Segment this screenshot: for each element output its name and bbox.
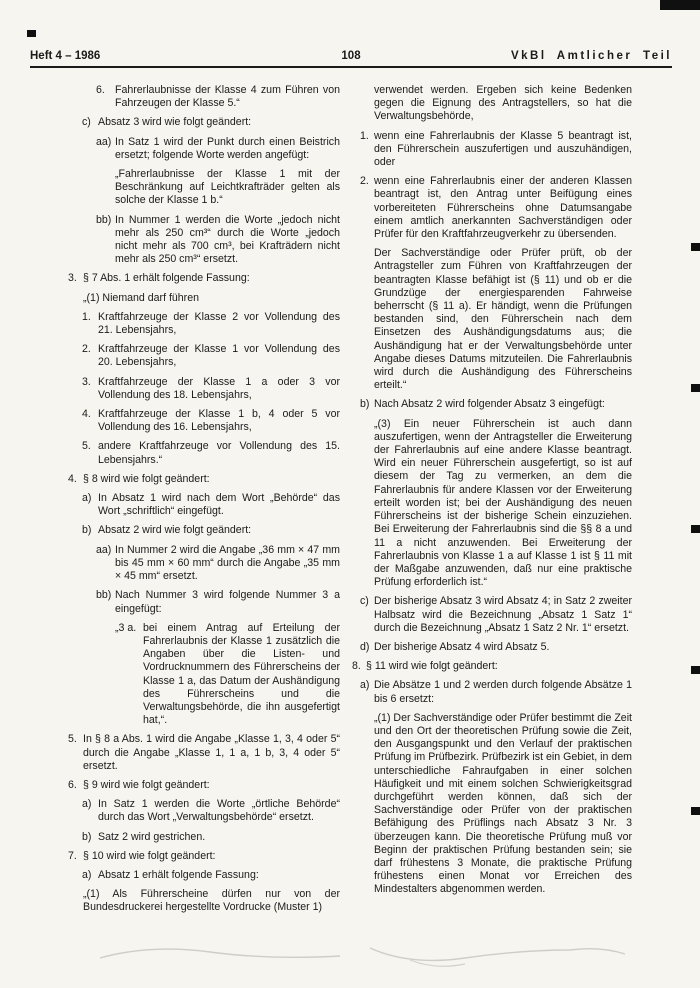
paragraph-text: In Satz 1 wird der Punkt durch einen Beistrich ersetzt; folgende Worte werden angefügt:	[115, 135, 340, 161]
paragraph-marker: 5.	[68, 733, 77, 746]
paragraph-text: Satz 2 wird gestrichen.	[98, 830, 206, 843]
paragraph	[68, 779, 340, 792]
paragraph-text: „(1) Niemand darf führen	[83, 291, 199, 304]
paragraph-text: „(1) Als Führerscheine dürfen nur von der Bundesdruckerei hergestellte Vordrucke (Muster 1)	[83, 888, 340, 914]
paragraph-marker: c)	[82, 116, 91, 129]
header-issue: Heft 4 – 1986	[30, 50, 101, 62]
paragraph	[68, 589, 340, 615]
paragraph	[352, 595, 632, 635]
scan-mark	[660, 0, 700, 10]
paragraph-text: andere Kraftfahrzeuge vor Vollendung des 15. Lebensjahrs.“	[98, 440, 340, 466]
paragraph-marker: b)	[360, 398, 370, 411]
paragraph-marker: 2.	[82, 343, 91, 356]
paragraph-text: Die Absätze 1 und 2 werden durch folgende Absätze 1 bis 6 ersetzt:	[374, 679, 632, 705]
paragraph-marker: 7.	[68, 849, 77, 862]
pencil-mark	[80, 918, 640, 978]
scan-mark	[27, 30, 36, 37]
paragraph-text: Absatz 1 erhält folgende Fassung:	[98, 868, 259, 881]
paragraph	[68, 168, 340, 208]
scan-mark	[691, 666, 700, 674]
paragraph-marker: a)	[82, 798, 92, 811]
paragraph-text: Nach Absatz 2 wird folgender Absatz 3 eingefügt:	[374, 398, 605, 411]
paragraph-marker: 3.	[68, 272, 77, 285]
paragraph-text: bei einem Antrag auf Erteilung der Fahrerlaubnis der Klasse 1 zusätzlich die Angaben über die Listen- und Vordrucknummern des Führerscheins der Klasse 1 a, das Datum der Aushändigung des Führerscheins und die Verwaltungsbehörde, die ihn ausgefertigt hat,“.	[143, 621, 340, 727]
paragraph	[352, 679, 632, 705]
column-right	[352, 84, 632, 921]
paragraph-text: verwendet werden. Ergeben sich keine Bedenken gegen die Eignung des Antragstellers, so hat die Verwaltungsbehörde,	[374, 84, 632, 123]
paragraph-text: Der bisherige Absatz 4 wird Absatz 5.	[374, 640, 550, 653]
header-rule	[30, 66, 672, 68]
paragraph-text: In § 8 a Abs. 1 wird die Angabe „Klasse 1, 3, 4 oder 5“ durch die Angabe „Klasse 1, 1 a, 1 b, 3, 4 oder 5“ ersetzt.	[83, 733, 340, 772]
paragraph-marker: 1.	[360, 129, 369, 142]
scan-mark	[691, 807, 700, 815]
paragraph-text: § 10 wird wie folgt geändert:	[83, 849, 216, 862]
paragraph-marker: 1.	[82, 310, 91, 323]
paragraph	[68, 888, 340, 914]
paragraph	[68, 272, 340, 285]
paragraph-marker: 8.	[352, 660, 361, 673]
column-left	[68, 84, 340, 921]
paragraph	[352, 84, 632, 124]
paragraph-marker: bb)	[96, 213, 112, 226]
paragraph-text: Absatz 3 wird wie folgt geändert:	[98, 116, 252, 129]
paragraph	[352, 130, 632, 170]
paragraph-text: In Absatz 1 wird nach dem Wort „Behörde“ das Wort „schriftlich“ eingefügt.	[98, 492, 340, 518]
paragraph-marker: aa)	[96, 135, 112, 148]
paragraph-text: Kraftfahrzeuge der Klasse 1 b, 4 oder 5 vor Vollendung des 16. Lebensjahrs,	[98, 408, 340, 434]
paragraph-text: „(1) Der Sachverständige oder Prüfer bestimmt die Zeit und den Ort der theoretischen Prüfung sowie die Zeit, den Ausgangspunkt und den Verlauf der praktischen Prüfung im Prüfbezirk. Prüfbezirk ist ein Gebiet, in dem unterschiedliche Fahraufgaben in einer solchen Häufigkeit und mit einem solchen Schwierigkeitsgrad durchgeführt werden können, daß sich der Sachverständige oder Prüfer von der praktischen Befähigung des Prüflings nach Absatz 3 Nr. 3 überzeugen kann. Die theoretische Prüfung muß vor Beginn der praktischen Prüfung bestanden sein; sie darf frühestens 3 Monate, die praktische Prüfung frühestens einen Monat vor Erreichen des Mindestalters abgenommen werden.	[374, 711, 632, 896]
paragraph-marker: d)	[360, 640, 370, 653]
paragraph	[352, 247, 632, 392]
paragraph	[68, 622, 340, 728]
paragraph-text: wenn eine Fahrerlaubnis der Klasse 5 beantragt ist, den Führerschein auszufertigen und auszuhändigen, oder	[374, 129, 632, 169]
paragraph-text: Der bisherige Absatz 3 wird Absatz 4; in Satz 2 zweiter Halbsatz wird die Bezeichnung „Absatz 1 Satz 1“ durch die Bezeichnung „Absatz 1 Satz 2 Nr. 1“ ersetzt.	[374, 595, 632, 634]
paragraph-marker: 2.	[360, 175, 369, 188]
paragraph-text: „Fahrerlaubnisse der Klasse 1 mit der Beschränkung auf Leichtkrafträder gelten als solche der Klasse 1 b.“	[115, 168, 340, 207]
paragraph-text: § 8 wird wie folgt geändert:	[83, 472, 210, 485]
paragraph-marker: c)	[360, 595, 369, 608]
paragraph	[68, 473, 340, 486]
paragraph	[68, 343, 340, 369]
paragraph-marker: b)	[82, 830, 92, 843]
paragraph-marker: b)	[82, 524, 92, 537]
paragraph	[68, 214, 340, 267]
paragraph-text: In Satz 1 werden die Worte „örtliche Behörde“ durch das Wort „Verwaltungsbehörde“ ersetzt.	[98, 798, 340, 824]
paragraph-text: Kraftfahrzeuge der Klasse 1 vor Vollendung des 20. Lebensjahrs,	[98, 343, 340, 369]
header-title: VkBl Amtlicher Teil	[510, 50, 672, 62]
paragraph-marker: 5.	[82, 440, 91, 453]
paragraph-text: Kraftfahrzeuge der Klasse 2 vor Vollendung des 21. Lebensjahrs,	[98, 310, 340, 337]
paragraph	[68, 831, 340, 844]
paragraph-text: In Nummer 1 werden die Worte „jedoch nicht mehr als 250 cm³“ durch die Worte „jedoch nicht mehr als 700 cm³, bei Krafträdern nicht mehr als 250 cm³“ ersetzt.	[115, 213, 340, 266]
paragraph-marker: 4.	[82, 408, 91, 421]
scan-mark	[691, 384, 700, 392]
paragraph-marker: 4.	[68, 472, 77, 485]
paragraph-text: In Nummer 2 wird die Angabe „36 mm × 47 mm bis 45 mm × 60 mm“ durch die Angabe „35 mm × 45 mm“ ersetzt.	[115, 543, 340, 583]
paragraph-marker: a)	[82, 492, 92, 505]
paragraph	[352, 660, 632, 673]
scan-mark	[691, 243, 700, 251]
paragraph-text: Absatz 2 wird wie folgt geändert:	[98, 524, 252, 537]
paragraph-text: Fahrerlaubnisse der Klasse 4 zum Führen von Fahrzeugen der Klasse 5.“	[115, 84, 340, 110]
paragraph	[352, 398, 632, 411]
paragraph-text: § 11 wird wie folgt geändert:	[366, 660, 498, 673]
paragraph	[68, 84, 340, 110]
paragraph-text: Der Sachverständige oder Prüfer prüft, ob der Antragsteller zum Führen von Kraftfahrzeugen der beantragten Klasse befähigt ist (§ 11) und ob er die Grundzüge der energiesparenden Fahrweise beherrscht (§ 11 a). Er händigt, wenn die Prüfungen bestanden sind, den Führerschein nach dem Einsetzen des Aushändigungsdatums aus; die Aushändigung hat er der Verwaltungsbehörde unter Angabe dieses Datums mitzuteilen. Die Fahrerlaubnis wird durch die Aushändigung des Führerscheins erteilt.“	[374, 247, 632, 392]
paragraph	[352, 418, 632, 590]
paragraph	[68, 524, 340, 537]
paragraph-marker: aa)	[96, 543, 112, 556]
paragraph	[68, 408, 340, 434]
page-header	[30, 50, 672, 62]
header-page-number: 108	[341, 50, 361, 62]
paragraph	[68, 136, 340, 162]
paragraph	[352, 175, 632, 241]
paragraph-marker: a)	[82, 868, 92, 881]
paragraph-marker: 3.	[82, 375, 91, 388]
paragraph-text: Kraftfahrzeuge der Klasse 1 a oder 3 vor Vollendung des 18. Lebensjahrs,	[98, 375, 340, 401]
paragraph-marker: 6.	[96, 84, 105, 96]
paragraph-marker: „3 a.	[115, 621, 137, 634]
paragraph	[68, 869, 340, 882]
paragraph	[68, 440, 340, 466]
paragraph-marker: 6.	[68, 778, 77, 791]
paragraph	[68, 544, 340, 584]
scan-mark	[691, 525, 700, 533]
paragraph	[68, 116, 340, 129]
paragraph	[352, 641, 632, 654]
paragraph	[68, 492, 340, 518]
paragraph	[68, 311, 340, 337]
paragraph	[68, 733, 340, 773]
paragraph-text: Nach Nummer 3 wird folgende Nummer 3 a eingefügt:	[115, 589, 340, 615]
paragraph-text: wenn eine Fahrerlaubnis einer der anderen Klassen beantragt ist, den Antrag unter Beifügung eines vorbereiteten Führerscheins ohne Datumsangabe einem amtlich anerkannten Sachverständigen oder Prüfer für den Kraftfahrzeugverkehr zu übersenden.	[374, 175, 632, 241]
paragraph-text: „(3) Ein neuer Führerschein ist auch dann auszufertigen, wenn der Antragsteller die Erweiterung der Fahrerlaubnis auf eine andere Klasse beantragt. Wird ein neuer Führerschein ausgefertigt, so ist auf diesem der Tag zu vermerken, an dem die Fahrerlaubnis für andere Klassen vor der Erweiterung erteilt worden ist; bei der Aushändigung des neuen Führerscheins ist der bisherige Schein einzuziehen. Bei Erweiterung der Fahrerlaubnis sind die §§ 8 a und 11 a nicht anzuwenden. Bei Erweiterung der Fahrerlaubnis von Klasse 1 a auf Klasse 1 ist § 11 mit der Maßgabe anzuwenden, daß nur eine praktische Prüfung erforderlich ist.“	[374, 417, 632, 589]
paragraph	[352, 712, 632, 897]
paragraph	[68, 292, 340, 305]
paragraph-marker: a)	[360, 679, 370, 692]
paragraph	[68, 798, 340, 824]
paragraph-text: § 9 wird wie folgt geändert:	[83, 778, 210, 791]
paragraph-marker: bb)	[96, 589, 112, 602]
paragraph	[68, 376, 340, 402]
paragraph	[68, 850, 340, 863]
page-body	[68, 84, 632, 921]
paragraph-text: § 7 Abs. 1 erhält folgende Fassung:	[83, 272, 250, 285]
